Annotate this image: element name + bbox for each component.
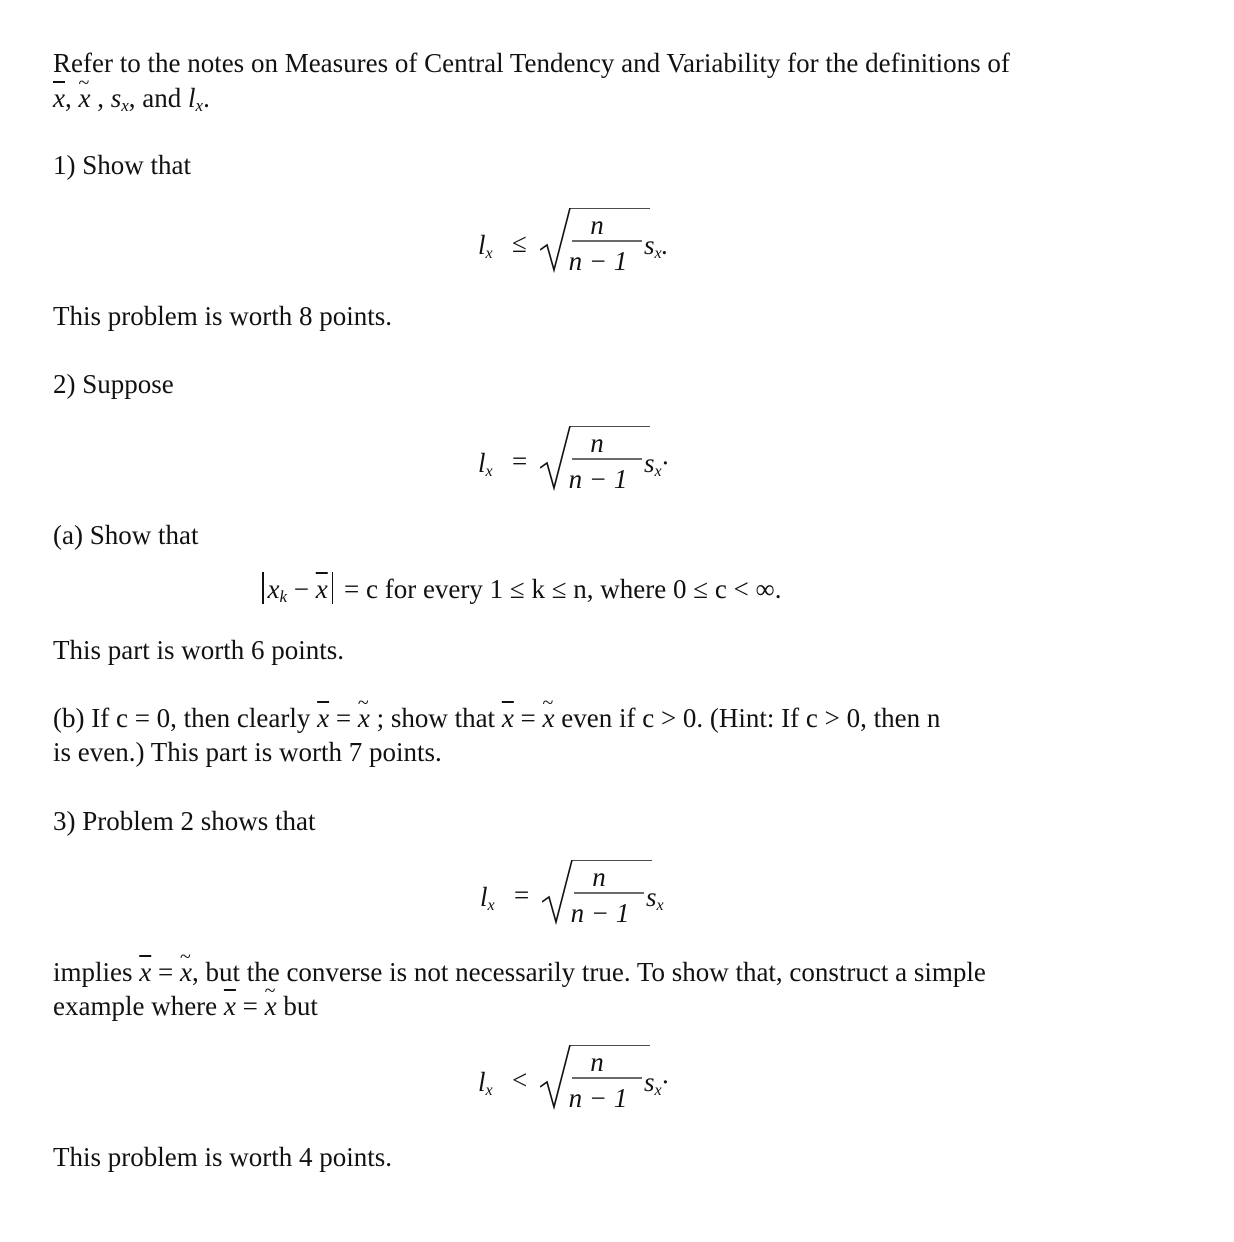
symbol-l: l xyxy=(188,83,196,113)
eq3-sx: $s_x$ xyxy=(646,882,664,914)
symbol-s-sub: x xyxy=(121,96,129,115)
equation-1 xyxy=(478,208,698,288)
eq2-numerator: n xyxy=(590,428,604,458)
eq4-sx: $s_x\cdot$ xyxy=(644,1067,669,1099)
p3-xtilde-1: ~ x xyxy=(180,955,192,989)
symbol-s: s xyxy=(110,83,122,113)
symbol-xtilde: ~ x xyxy=(78,81,90,115)
p2b-line-2: is even.) This part is worth 7 points. xyxy=(53,737,442,767)
p3-line-2 xyxy=(53,989,318,1023)
abs-bar-right xyxy=(332,572,334,604)
p3-xbar-1: $\overline{x}$ xyxy=(139,957,152,987)
abs-xk-sub: k xyxy=(279,587,288,606)
abs-condition-text: = c for every 1 ≤ k ≤ n, where 0 ≤ c < ∞. xyxy=(344,574,782,604)
p1-heading: 1) Show that xyxy=(53,150,191,180)
p2a-heading: (a) Show that xyxy=(53,520,199,550)
p2b-eq-1: = xyxy=(335,703,352,733)
eq3-denominator: n − 1 xyxy=(570,898,630,928)
eq1-numerator: n xyxy=(590,210,604,240)
p2b-xbar-1: $\overline{x}$ xyxy=(317,703,330,733)
p3-xtilde-2: ~ x xyxy=(265,989,277,1023)
p2b-start: (b) If c = 0, then clearly xyxy=(53,703,311,733)
p2b-xtilde-2: ~ x xyxy=(543,701,555,735)
eq4-relation: < xyxy=(512,1065,528,1095)
p2-heading: 2) Suppose xyxy=(53,369,174,399)
p2b-xtilde-1: ~ x xyxy=(358,701,370,735)
absolute-value-condition xyxy=(258,572,782,605)
symbol-xbar: $\overline{x}$ xyxy=(53,83,65,113)
p3-xbar-2: $\overline{x}$ xyxy=(223,991,236,1021)
symbol-l-sub: x xyxy=(195,96,204,115)
eq4-lhs: $l_x$ xyxy=(478,1067,493,1099)
p2b-line-1 xyxy=(53,701,940,735)
intro-and: , and xyxy=(128,83,182,113)
p3-but: but xyxy=(283,991,318,1021)
p3-example: example where xyxy=(53,991,218,1021)
p2b-mid: ; show that xyxy=(376,703,496,733)
equation-4 xyxy=(478,1045,698,1125)
intro-text: Refer to the notes on Measures of Central Tendency and Variability for the definitions of xyxy=(53,48,1010,78)
equation-3 xyxy=(480,860,700,940)
p3-converse: , but the converse is not necessarily true. To show that, construct a simple xyxy=(191,957,986,987)
eq1-denominator: n − 1 xyxy=(568,246,628,276)
eq1-sx: $s_x$. xyxy=(644,230,669,262)
intro-line-1 xyxy=(53,46,1010,80)
p3-heading: 3) Problem 2 shows that xyxy=(53,806,316,836)
eq3-numerator: n xyxy=(592,862,606,892)
eq4-numerator: n xyxy=(590,1047,604,1077)
equation-2 xyxy=(478,426,698,506)
p3-line-1 xyxy=(53,955,986,989)
eq2-denominator: n − 1 xyxy=(568,464,628,494)
p3-eq-1: = xyxy=(157,957,174,987)
p2b-end: even if c > 0. (Hint: If c > 0, then n xyxy=(561,703,941,733)
abs-xbar: $\overline{x}$ xyxy=(315,574,328,604)
eq3-relation: = xyxy=(514,880,530,910)
abs-xk: x xyxy=(267,574,280,604)
eq1-relation: ≤ xyxy=(512,228,527,258)
p2a-worth: This part is worth 6 points. xyxy=(53,635,344,665)
eq2-lhs: $l_x$ xyxy=(478,448,493,480)
abs-minus: − xyxy=(293,574,310,604)
eq4-denominator: n − 1 xyxy=(568,1083,628,1113)
eq2-relation: = xyxy=(512,446,528,476)
eq2-sx: $s_x\cdot$ xyxy=(644,448,669,480)
eq1-lhs: $l_x$ xyxy=(478,230,493,262)
intro-period: . xyxy=(203,83,210,113)
p1-worth: This problem is worth 8 points. xyxy=(53,301,392,331)
eq3-lhs: $l_x$ xyxy=(480,882,495,914)
p2b-eq-2: = xyxy=(520,703,536,733)
p3-worth: This problem is worth 4 points. xyxy=(53,1142,392,1172)
p3-implies: implies xyxy=(53,957,133,987)
p2b-xbar-2: $\overline{x}$ xyxy=(501,703,514,733)
intro-line-2: $\overline{x}$, ~ x , $s_x$, and $l_x$. xyxy=(53,81,210,115)
abs-bar-left xyxy=(262,572,264,604)
p3-eq-2: = xyxy=(242,991,258,1021)
